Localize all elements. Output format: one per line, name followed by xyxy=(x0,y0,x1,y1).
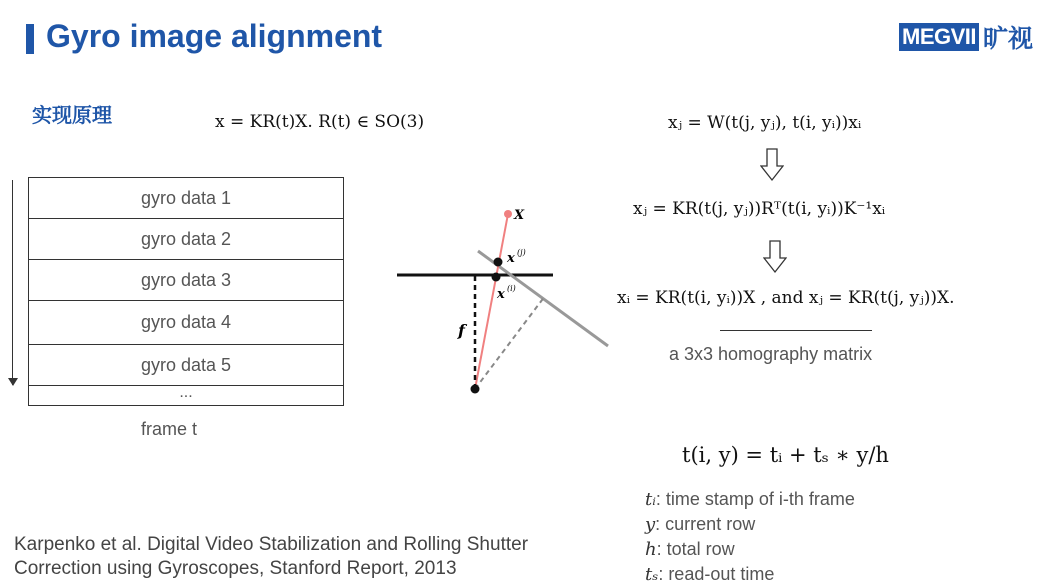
point-xj xyxy=(494,258,503,267)
definition-item: tᵢ: time stamp of i-th frame xyxy=(645,489,855,510)
table-row: gyro data 3 xyxy=(29,260,343,301)
point-equations: xᵢ = KR(t(i, yᵢ))X , and xⱼ = KR(t(j, yⱼ))X. xyxy=(617,288,955,308)
section-heading: 实现原理 xyxy=(32,103,112,127)
time-axis-arrowhead xyxy=(8,378,18,386)
brand-logo xyxy=(899,23,1033,51)
citation-line: Correction using Gyroscopes, Stanford Report, 2013 xyxy=(14,558,457,579)
time-equation: t(i, y) = tᵢ + tₛ ∗ y/h xyxy=(682,443,889,467)
frame-caption: frame t xyxy=(141,419,198,439)
point-xi xyxy=(492,273,501,282)
variable-definitions xyxy=(645,487,855,587)
homography-label: a 3x3 homography matrix xyxy=(669,344,873,364)
table-row: gyro data 2 xyxy=(29,219,343,260)
label-xj-sup: (j) xyxy=(517,248,526,257)
down-arrow-icon xyxy=(763,240,787,274)
citation-line: Karpenko et al. Digital Video Stabilization and Rolling Shutter xyxy=(14,534,529,555)
divider xyxy=(720,330,872,331)
table-row: ... xyxy=(179,384,193,401)
citation xyxy=(14,533,614,581)
table-row: gyro data 5 xyxy=(29,345,343,386)
projection-equation: x = KR(t)X. R(t) ∈ SO(3) xyxy=(215,112,425,132)
warp-equation: xⱼ = W(t(j, yⱼ), t(i, yᵢ))xᵢ xyxy=(668,113,862,133)
gyro-data-table xyxy=(28,177,344,406)
camera-geometry-diagram xyxy=(390,200,620,400)
camera-center xyxy=(471,385,480,394)
definition-item: y: current row xyxy=(645,514,756,535)
title-accent-bar xyxy=(26,24,34,54)
slide-title: Gyro image alignment xyxy=(46,18,383,54)
down-arrow-icon xyxy=(760,148,784,182)
world-point-X xyxy=(504,210,512,218)
time-axis-arrow xyxy=(12,180,13,385)
label-xi-sup: (i) xyxy=(507,284,516,293)
table-row: gyro data 1 xyxy=(29,178,343,219)
rotation-equation: xⱼ = KR(t(j, yⱼ))Rᵀ(t(i, yᵢ))K⁻¹xᵢ xyxy=(633,199,886,219)
definition-item: h: total row xyxy=(645,539,735,560)
logo-wordmark: MEGVII xyxy=(899,23,979,51)
label-X: X xyxy=(514,208,525,223)
definition-item: tₛ: read-out time xyxy=(645,564,775,585)
rotated-focal-dashed xyxy=(475,296,545,389)
label-f: f xyxy=(458,321,465,340)
label-xj: x xyxy=(507,251,515,266)
table-row: gyro data 4 xyxy=(29,301,343,345)
logo-chinese: 旷视 xyxy=(983,24,1034,53)
label-xi: x xyxy=(497,287,505,302)
